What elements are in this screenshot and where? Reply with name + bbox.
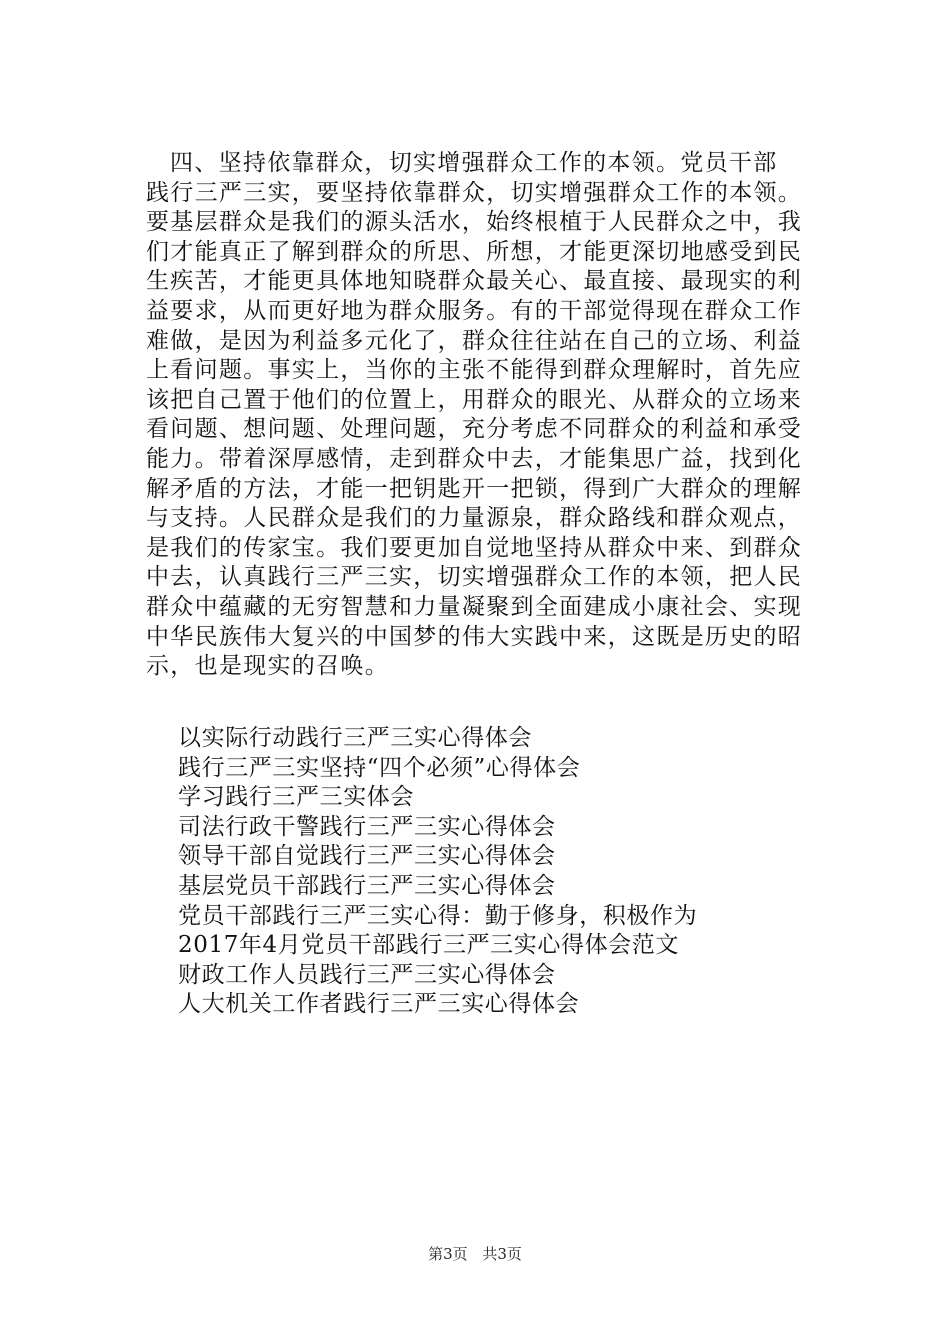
page-number: 第3页 [428,1245,468,1263]
paragraph-line: 解矛盾的方法，才能一把钥匙开一把锁，得到广大群众的理解 [146,475,803,502]
paragraph-line: 们才能真正了解到群众的所思、所想，才能更深切地感受到民 [146,238,803,265]
related-title: 司法行政干警践行三严三实心得体会 [178,813,556,840]
paragraph-line: 与支持。人民群众是我们的力量源泉，群众路线和群众观点， [146,505,803,532]
related-titles-list [178,724,818,1020]
paragraph-line: 中华民族伟大复兴的中国梦的伟大实践中来，这既是历史的昭 [146,623,803,650]
paragraph-line: 能力。带着深厚感情，走到群众中去，才能集思广益，找到化 [146,445,803,472]
paragraph-line: 示，也是现实的召唤。 [146,653,389,680]
paragraph-line: 践行三严三实，要坚持依靠群众，切实增强群众工作的本领。 [146,179,803,206]
paragraph-line: 生疾苦，才能更具体地知晓群众最关心、最直接、最现实的利 [146,268,803,295]
related-title: 基层党员干部践行三严三实心得体会 [178,872,556,899]
related-title: 学习践行三严三实体会 [178,784,414,811]
paragraph-line: 看问题、想问题、处理问题，充分考虑不同群众的利益和承受 [146,416,803,443]
paragraph-line: 该把自己置于他们的位置上，用群众的眼光、从群众的立场来 [146,386,803,413]
related-title: 2017年4月党员干部践行三严三实心得体会范文 [178,932,679,959]
paragraph-line: 上看问题。事实上，当你的主张不能得到群众理解时，首先应 [146,357,803,384]
paragraph-line: 益要求，从而更好地为群众服务。有的干部觉得现在群众工作 [146,297,803,324]
page-footer [0,1244,950,1264]
page-total: 共3页 [482,1245,522,1263]
paragraph-line: 要基层群众是我们的源头活水，始终根植于人民群众之中，我 [146,209,803,236]
paragraph-line: 四、坚持依靠群众，切实增强群众工作的本领。党员干部 [170,150,778,176]
paragraph-line: 是我们的传家宝。我们要更加自觉地坚持从群众中来、到群众 [146,534,803,561]
paragraph-line: 群众中蕴藏的无穷智慧和力量凝聚到全面建成小康社会、实现 [146,593,803,620]
paragraph-line: 中去，认真践行三严三实，切实增强群众工作的本领，把人民 [146,564,803,591]
related-title: 党员干部践行三严三实心得：勤于修身，积极作为 [178,902,698,929]
related-title: 人大机关工作者践行三严三实心得体会 [178,991,580,1018]
paragraph-line: 难做，是因为利益多元化了，群众往往站在自己的立场、利益 [146,327,803,354]
related-title: 财政工作人员践行三严三实心得体会 [178,961,556,988]
related-title: 践行三严三实坚持“四个必须”心得体会 [178,754,581,781]
related-title: 领导干部自觉践行三严三实心得体会 [178,843,556,870]
related-title: 以实际行动践行三严三实心得体会 [178,725,532,751]
paragraph-four [146,149,836,682]
